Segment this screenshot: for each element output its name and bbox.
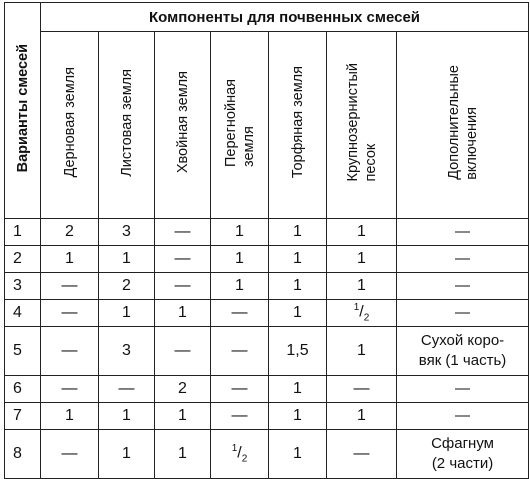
table-row bbox=[5, 219, 529, 246]
table-cell: 1 bbox=[211, 219, 269, 246]
variant-header: Варианты смесей bbox=[14, 43, 31, 173]
table-row bbox=[5, 273, 529, 300]
table-cell: — bbox=[397, 300, 529, 327]
table-row bbox=[5, 246, 529, 273]
table-cell-fraction: $^1/_2$ bbox=[327, 300, 397, 327]
table-row bbox=[5, 403, 529, 430]
table-cell: 1 bbox=[211, 246, 269, 273]
table-cell: — bbox=[397, 403, 529, 430]
table-cell: — bbox=[211, 376, 269, 403]
column-header-additional: Дополнительные включения bbox=[397, 32, 529, 219]
table-cell: — bbox=[397, 376, 529, 403]
row-number: 5 bbox=[5, 327, 41, 376]
column-header-leaf-soil: Листовая земля bbox=[99, 32, 155, 219]
variant-header-cell bbox=[5, 3, 41, 219]
column-header-coarse-sand: Крупнозернистый песок bbox=[327, 32, 397, 219]
table-cell: 3 bbox=[99, 219, 155, 246]
table-row bbox=[5, 430, 529, 479]
table-cell: 1 bbox=[327, 327, 397, 376]
column-header-humus-soil: Перегнойная земля bbox=[211, 32, 269, 219]
row-number: 2 bbox=[5, 246, 41, 273]
table-cell: 1 bbox=[41, 403, 99, 430]
row-number: 1 bbox=[5, 219, 41, 246]
table-cell: 1 bbox=[269, 300, 327, 327]
table-cell: — bbox=[155, 273, 211, 300]
table-cell: 1 bbox=[41, 246, 99, 273]
column-header-turf-soil: Дерновая земля bbox=[41, 32, 99, 219]
table-cell: — bbox=[99, 376, 155, 403]
table-cell: 1,5 bbox=[269, 327, 327, 376]
table-cell: 1 bbox=[211, 273, 269, 300]
table-cell: 1 bbox=[269, 430, 327, 479]
table-cell: — bbox=[327, 376, 397, 403]
table-cell: — bbox=[41, 273, 99, 300]
table-cell: 1 bbox=[269, 273, 327, 300]
table-cell: Сухой коро- вяк (1 часть) bbox=[397, 327, 529, 376]
column-header-conifer-soil: Хвойная земля bbox=[155, 32, 211, 219]
table-row bbox=[5, 376, 529, 403]
table-cell: — bbox=[397, 246, 529, 273]
table-row bbox=[5, 327, 529, 376]
table-cell: 1 bbox=[155, 403, 211, 430]
table-cell: 1 bbox=[99, 246, 155, 273]
table-cell: 1 bbox=[269, 219, 327, 246]
table-cell: 1 bbox=[269, 376, 327, 403]
table-cell: — bbox=[41, 430, 99, 479]
table-cell: — bbox=[211, 300, 269, 327]
table-row bbox=[5, 300, 529, 327]
column-header-peat-soil: Торфяная земля bbox=[269, 32, 327, 219]
table-cell: 2 bbox=[99, 273, 155, 300]
table-cell: 1 bbox=[99, 403, 155, 430]
table-cell: 1 bbox=[269, 403, 327, 430]
table-cell: 2 bbox=[155, 376, 211, 403]
row-number: 6 bbox=[5, 376, 41, 403]
table-cell: Сфагнум (2 части) bbox=[397, 430, 529, 479]
table-cell: 2 bbox=[41, 219, 99, 246]
table-cell: 1 bbox=[155, 430, 211, 479]
table-cell: 3 bbox=[99, 327, 155, 376]
table-cell: 1 bbox=[99, 300, 155, 327]
table-cell: — bbox=[41, 300, 99, 327]
table-cell: — bbox=[397, 219, 529, 246]
table-cell: 1 bbox=[327, 273, 397, 300]
table-cell: — bbox=[397, 273, 529, 300]
table-cell: 1 bbox=[327, 403, 397, 430]
table-cell: — bbox=[327, 430, 397, 479]
table-cell: — bbox=[41, 327, 99, 376]
table-cell: 1 bbox=[99, 430, 155, 479]
table-cell: — bbox=[211, 403, 269, 430]
row-number: 4 bbox=[5, 300, 41, 327]
table-cell-fraction: $^1/_2$ bbox=[211, 430, 269, 479]
table-cell: 1 bbox=[327, 219, 397, 246]
table-cell: — bbox=[155, 327, 211, 376]
row-number: 8 bbox=[5, 430, 41, 479]
table-cell: — bbox=[41, 376, 99, 403]
table-cell: — bbox=[211, 327, 269, 376]
row-number: 3 bbox=[5, 273, 41, 300]
table-cell: 1 bbox=[269, 246, 327, 273]
row-number: 7 bbox=[5, 403, 41, 430]
soil-mix-table bbox=[4, 2, 529, 479]
group-header: Компоненты для почвенных смесей bbox=[41, 3, 529, 32]
table-cell: 1 bbox=[155, 300, 211, 327]
table-cell: — bbox=[155, 246, 211, 273]
table-cell: — bbox=[155, 219, 211, 246]
table-cell: 1 bbox=[327, 246, 397, 273]
